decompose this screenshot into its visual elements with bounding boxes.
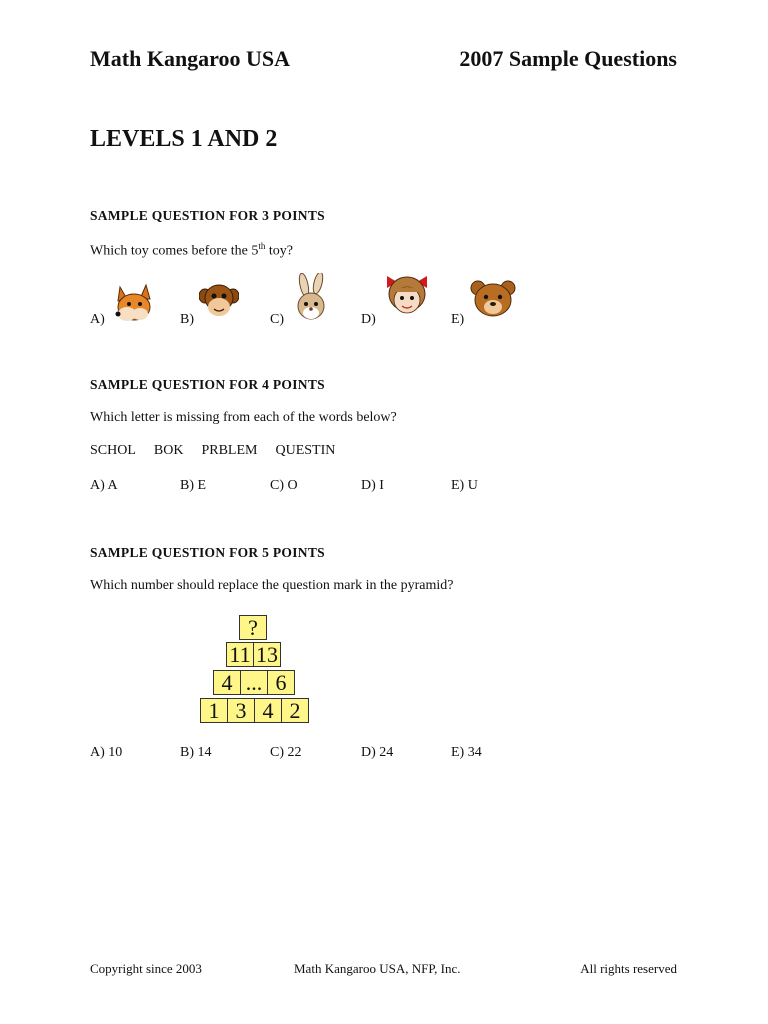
q1-answer-d: D) [361, 312, 376, 327]
q2-heading: SAMPLE QUESTION FOR 4 POINTS [90, 377, 325, 392]
pyramid-cell: 1 [200, 698, 228, 723]
q3-answer-d: D) 24 [361, 745, 394, 760]
q2-answer-b: B) E [180, 478, 207, 493]
pyramid-cell: ? [239, 615, 267, 640]
q1-answer-c: C) [270, 312, 284, 327]
q2-answer-c: C) O [270, 478, 298, 493]
level-title: LEVELS 1 AND 2 [90, 126, 278, 152]
pyramid-cell: 13 [253, 642, 281, 667]
q1-answer-b: B) [180, 312, 194, 327]
pyramid-cell: 4 [213, 670, 241, 695]
number-pyramid [199, 613, 311, 728]
pyramid-cell: 4 [254, 698, 282, 723]
word-item: BOK [153, 443, 184, 458]
pyramid-cell: 3 [227, 698, 255, 723]
word-item: PRBLEM [201, 443, 258, 458]
word-item: SCHOL [90, 443, 136, 458]
q1-answer-a: A) [90, 312, 105, 327]
header-subtitle: 2007 Sample Questions [459, 46, 677, 71]
footer-copyright: Copyright since 2003 [90, 961, 202, 976]
q3-answer-c: C) 22 [270, 745, 302, 760]
q3-answer-a: A) 10 [90, 745, 123, 760]
missing-letter-words [90, 443, 353, 459]
header-title: Math Kangaroo USA [90, 46, 291, 71]
q2-answer-a: A) A [90, 478, 118, 493]
q3-text: Which number should replace the question mark in the pyramid? [90, 578, 454, 593]
footer-rights: All rights reserved [580, 961, 677, 976]
q1-text: Which toy comes before the 5th toy? [90, 241, 293, 259]
doll-toy-icon [383, 272, 431, 322]
q3-answer-b: B) 14 [180, 745, 212, 760]
footer-organization: Math Kangaroo USA, NFP, Inc. [294, 961, 461, 976]
q2-answer-e: E) U [451, 478, 478, 493]
pyramid-cell: 11 [226, 642, 254, 667]
word-item: QUESTIN [275, 443, 336, 458]
fox-toy-icon [110, 283, 156, 325]
q1-heading: SAMPLE QUESTION FOR 3 POINTS [90, 208, 325, 223]
pyramid-cell: 2 [281, 698, 309, 723]
q2-answer-d: D) I [361, 478, 384, 493]
monkey-toy-icon [199, 282, 239, 320]
pyramid-cell: ... [240, 670, 268, 695]
rabbit-toy-icon [291, 273, 331, 325]
pyramid-cell: 6 [267, 670, 295, 695]
q3-answer-e: E) 34 [451, 745, 482, 760]
bear-toy-icon [470, 278, 516, 320]
q2-text: Which letter is missing from each of the words below? [90, 410, 397, 425]
q3-heading: SAMPLE QUESTION FOR 5 POINTS [90, 545, 325, 560]
q1-answer-e: E) [451, 312, 465, 327]
